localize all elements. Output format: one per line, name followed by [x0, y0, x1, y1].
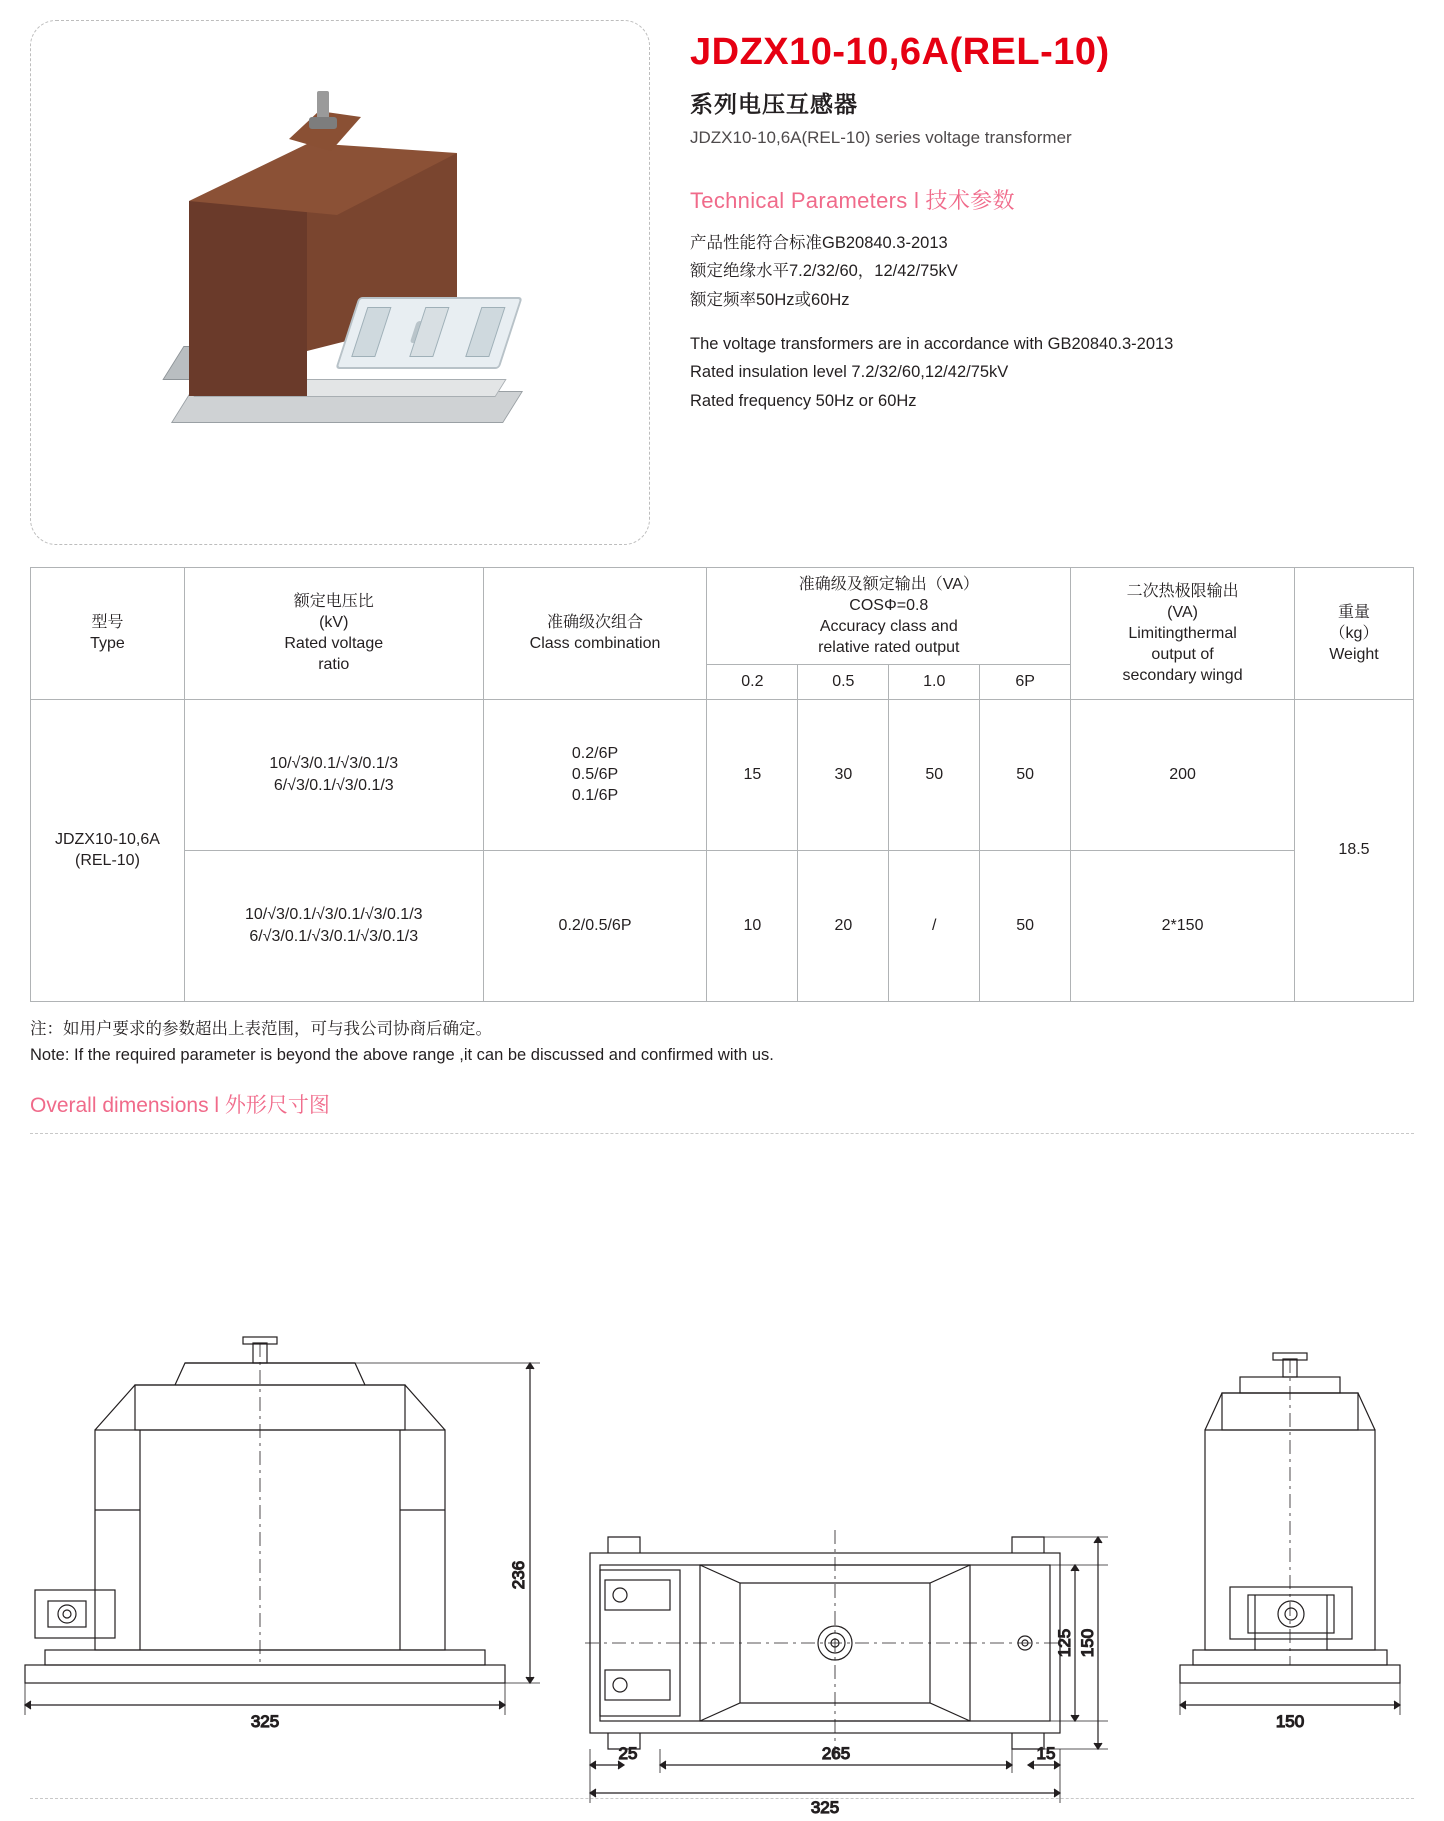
cell-v10-row2: / [889, 850, 980, 1001]
param-cn-1: 产品性能符合标准GB20840.3-2013 [690, 233, 948, 252]
table-header-row-1 [31, 568, 1414, 665]
section-divider [30, 1133, 1414, 1134]
param-en-1: The voltage transformers are in accordance with GB20840.3-2013 [690, 334, 1174, 353]
cell-v05-row2: 20 [798, 850, 889, 1001]
th-class-en: Class combination [529, 635, 661, 653]
cell-limiting-row2: 2*150 [1071, 850, 1295, 1001]
th-weight [1295, 568, 1414, 700]
th-class-cn: 准确级次组合 [547, 614, 644, 632]
body-front-shape [189, 201, 307, 396]
param-en-2: Rated insulation level 7.2/32/60,12/42/75kV [690, 363, 1009, 382]
table-notes [30, 1016, 1414, 1069]
product-illustration [151, 91, 551, 481]
th-lim-l2: (VA) [1167, 603, 1198, 621]
side-view-drawing [1180, 1353, 1400, 1683]
note-english: Note: If the required parameter is beyond the above range ,it can be discussed and confirmed with us. [30, 1046, 774, 1065]
cell-v6p-row2: 50 [980, 850, 1071, 1001]
cell-ratio-row2 [184, 850, 483, 1001]
cell-v02-row1: 15 [707, 699, 798, 850]
cell-class-row1 [483, 699, 707, 850]
cell-v05-row1: 30 [798, 699, 889, 850]
top-left-margin-label: 25 [618, 1744, 638, 1763]
cell-type [31, 699, 185, 1001]
secondary-terminal-box-shape [335, 297, 522, 369]
th-lim-l5: secondary wingd [1122, 666, 1243, 684]
th-class-combination [483, 568, 707, 700]
dimension-drawings [0, 1265, 1444, 1817]
cell-ratio-row2-l1: 10/√3/0.1/√3/0.1/√3/0.1/3 [244, 906, 423, 924]
th-lim-l4: output of [1151, 645, 1214, 663]
cell-v10-row1: 50 [889, 699, 980, 850]
page-title: JDZX10-10,6A(REL-10) [690, 31, 1110, 73]
cell-class-row2: 0.2/0.5/6P [483, 850, 707, 1001]
top-right-margin-label: 15 [1036, 1744, 1056, 1763]
technical-parameters-body [690, 229, 1414, 415]
th-acc-10: 1.0 [889, 665, 980, 699]
top-section [0, 0, 1444, 545]
cell-type-l1: JDZX10-10,6A [54, 830, 160, 848]
cell-type-l2: (REL-10) [74, 852, 140, 870]
top-outer-depth-label: 150 [1078, 1628, 1097, 1658]
th-ratio-l3: Rated voltage [284, 635, 384, 653]
th-acc-05: 0.5 [798, 665, 889, 699]
cell-v6p-row1: 50 [980, 699, 1071, 850]
th-type-en: Type [90, 635, 125, 653]
front-view-drawing [25, 1337, 505, 1683]
cell-v02-row2: 10 [707, 850, 798, 1001]
th-ratio-l2: (kV) [319, 614, 349, 632]
front-width-label: 325 [250, 1712, 280, 1731]
th-weight-l2: （kg） [1329, 624, 1379, 642]
technical-parameters-heading: Technical Parameters l 技术参数 [690, 187, 1015, 213]
th-acc-l4: relative rated output [818, 639, 960, 657]
th-acc-02: 0.2 [707, 665, 798, 699]
th-ratio [184, 568, 483, 700]
th-weight-l1: 重量 [1337, 603, 1370, 621]
cell-ratio-row2-l2: 6/√3/0.1/√3/0.1/√3/0.1/3 [249, 927, 419, 945]
cell-weight: 18.5 [1295, 699, 1414, 1001]
th-lim-l1: 二次热极限输出 [1126, 582, 1239, 600]
cell-ratio-row1 [184, 699, 483, 850]
terminal-slot [465, 307, 505, 357]
th-limiting-output [1071, 568, 1295, 700]
th-weight-l3: Weight [1329, 645, 1379, 663]
header-text-block [650, 20, 1414, 545]
th-lim-l3: Limitingthermal [1128, 624, 1237, 642]
param-en-3: Rated frequency 50Hz or 60Hz [690, 391, 917, 410]
drawings-svg [0, 1265, 1444, 1817]
top-view-drawing [585, 1530, 1068, 1757]
primary-terminal-nut-shape [309, 117, 337, 129]
terminal-slot [351, 307, 391, 357]
specification-table [30, 567, 1414, 1002]
param-cn-2: 额定绝缘水平7.2/32/60，12/42/75kV [690, 262, 958, 281]
specification-table-wrapper [30, 567, 1414, 1002]
th-acc-l1: 准确级及额定输出（VA） [798, 576, 979, 593]
cell-class-row1-l3: 0.1/6P [571, 787, 619, 805]
table-row [31, 699, 1414, 850]
note-chinese: 注：如用户要求的参数超出上表范围，可与我公司协商后确定。 [30, 1019, 492, 1038]
front-height-label: 236 [509, 1560, 528, 1590]
product-photo-box [30, 20, 650, 545]
subtitle-chinese: 系列电压互感器 [690, 90, 858, 117]
cell-ratio-row1-l1: 10/√3/0.1/√3/0.1/3 [269, 755, 399, 773]
th-type-cn: 型号 [91, 614, 124, 632]
subtitle-english: JDZX10-10,6A(REL-10) series voltage transformer [690, 127, 1072, 147]
th-ratio-l4: ratio [318, 656, 350, 674]
cell-ratio-row1-l2: 6/√3/0.1/√3/0.1/3 [273, 776, 394, 794]
side-view-dimension-lines [1180, 1683, 1400, 1715]
th-acc-l3: Accuracy class and [819, 618, 958, 636]
th-acc-l2: COSΦ=0.8 [849, 597, 929, 615]
cell-limiting-row1: 200 [1071, 699, 1295, 850]
front-view-dimension-lines [25, 1363, 540, 1715]
param-spacer [690, 314, 1414, 330]
th-accuracy-group [707, 568, 1071, 665]
top-total-width-label: 325 [810, 1798, 840, 1817]
th-type [31, 568, 185, 700]
param-cn-3: 额定频率50Hz或60Hz [690, 290, 850, 309]
overall-dimensions-heading: Overall dimensions l 外形尺寸图 [30, 1093, 330, 1117]
top-center-label: 265 [821, 1744, 851, 1763]
cell-class-row1-l2: 0.5/6P [571, 765, 619, 783]
table-row [31, 850, 1414, 1001]
cell-class-row1-l1: 0.2/6P [571, 744, 619, 762]
bottom-divider [30, 1798, 1414, 1799]
th-acc-6p: 6P [980, 665, 1071, 699]
side-width-label: 150 [1275, 1712, 1305, 1731]
top-inner-depth-label: 125 [1055, 1628, 1074, 1658]
th-ratio-l1: 额定电压比 [293, 593, 374, 611]
